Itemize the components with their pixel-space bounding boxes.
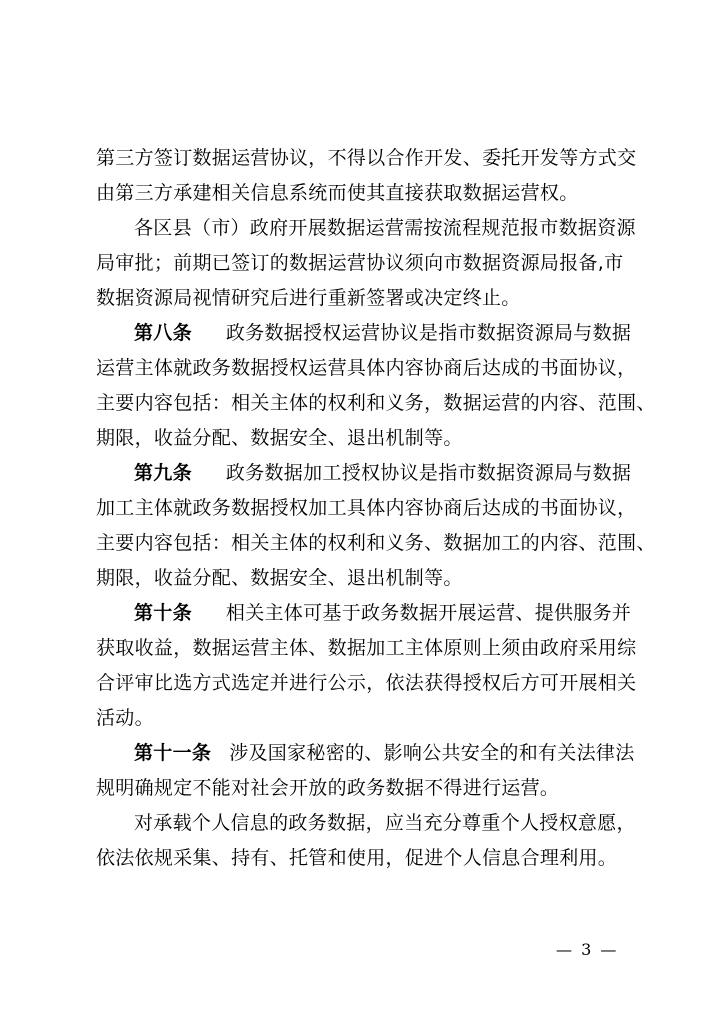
paragraph-line: 各区县（市）政府开展数据运营需按流程规范报市数据资源 [134,217,636,239]
article-11-heading: 第十一条 [134,742,212,764]
article-9-text: 政务数据加工授权协议是指市数据资源局与数据 [225,462,632,484]
paragraph-line: 期限，收益分配、数据安全、退出机制等。 [96,427,463,449]
paragraph-line: 局审批；前期已签订的数据运营协议须向市数据资源局报备,市 [96,252,624,274]
paragraph-line: 主要内容包括：相关主体的权利和义务，数据运营的内容、范围、 [96,392,656,414]
article-9-heading: 第九条 [134,462,192,484]
paragraph-line: 由第三方承建相关信息系统而使其直接获取数据运营权。 [96,182,579,204]
article-10-heading: 第十条 [134,602,192,624]
article-11-line [134,738,635,768]
paragraph-line: 获取收益，数据运营主体、数据加工主体原则上须由政府采用综 [96,637,637,659]
paragraph-line: 活动。 [96,707,154,729]
paragraph-line: 加工主体就政务数据授权加工具体内容协商后达成的书面协议， [96,497,637,519]
article-8-line [134,318,631,348]
paragraph-line: 依法依规采集、持有、托管和使用，促进个人信息合理利用。 [96,847,618,869]
article-8-text: 政务数据授权运营协议是指市数据资源局与数据 [225,322,632,344]
paragraph-line: 规明确规定不能对社会开放的政务数据不得进行运营。 [96,777,560,799]
paragraph-line: 主要内容包括：相关主体的权利和义务、数据加工的内容、范围、 [96,532,656,554]
article-11-text: 涉及国家秘密的、影响公共安全的和有关法律法 [229,742,635,764]
article-8-heading: 第八条 [134,322,192,344]
paragraph-line: 运营主体就政务数据授权运营具体内容协商后达成的书面协议， [96,357,637,379]
paragraph-line: 对承载个人信息的政务数据，应当充分尊重个人授权意愿， [134,812,636,834]
page-number: — 3 — [556,940,619,959]
article-9-line [134,458,631,488]
paragraph-line: 数据资源局视情研究后进行重新签署或决定终止。 [96,287,521,309]
paragraph-line: 第三方签订数据运营协议，不得以合作开发、委托开发等方式交 [96,147,637,169]
article-10-line [134,598,631,628]
article-10-text: 相关主体可基于政务数据开展运营、提供服务并 [225,602,632,624]
paragraph-line: 期限，收益分配、数据安全、退出机制等。 [96,567,463,589]
paragraph-line: 合评审比选方式选定并进行公示，依法获得授权后方可开展相关 [96,672,637,694]
